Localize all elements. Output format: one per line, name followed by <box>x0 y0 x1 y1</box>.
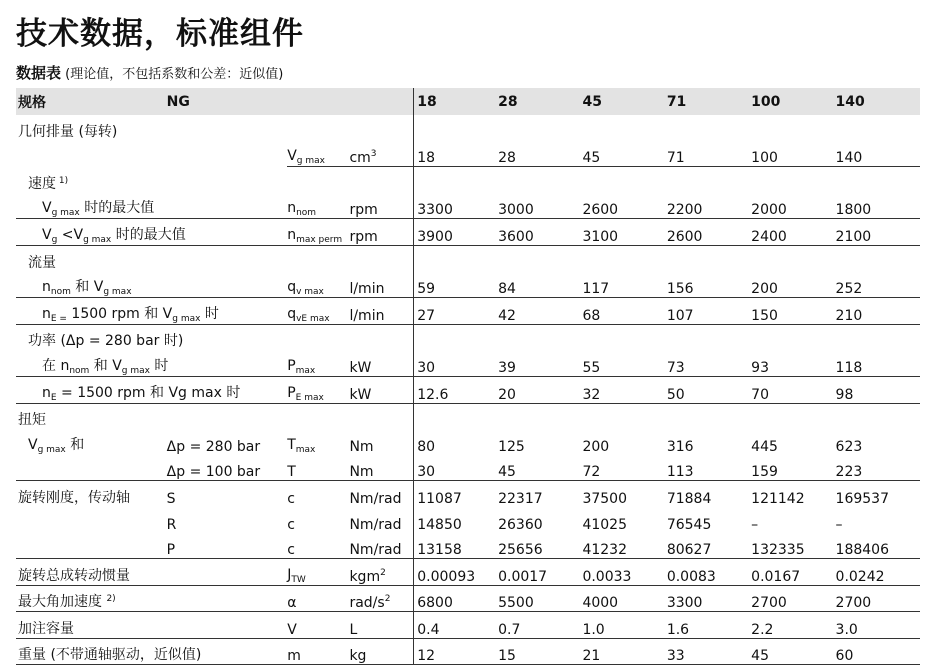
row-value: 0.0242 <box>836 559 920 586</box>
page-title: 技术数据，标准组件 <box>16 16 304 52</box>
row-value: 118 <box>836 350 920 376</box>
row-value: 223 <box>836 455 920 481</box>
row-value: 70 <box>751 376 835 403</box>
row-unit: rpm <box>349 193 413 219</box>
row-value: 200 <box>582 438 610 455</box>
row-unit: rad/$s^2$ <box>349 585 413 612</box>
row-value: 93 <box>751 350 835 376</box>
row-value: 45 <box>498 455 582 481</box>
row-value: 2000 <box>751 193 835 219</box>
row-value: 6800 <box>414 585 498 612</box>
table-row <box>16 638 920 665</box>
row-value: 188406 <box>836 533 920 559</box>
row-value: 121142 <box>751 490 805 507</box>
row-variant: S <box>166 490 176 507</box>
row-value: 2400 <box>751 219 835 246</box>
row-value: 252 <box>836 272 920 298</box>
row-unit: l/min <box>349 298 413 325</box>
row-value: 39 <box>498 350 582 376</box>
footnote-mark: 1) <box>56 175 69 186</box>
row-value: 169537 <box>835 490 889 507</box>
table-row <box>16 193 920 219</box>
row-variant: P <box>167 533 288 559</box>
row-value: 14850 <box>414 507 498 533</box>
row-value: 13158 <box>414 533 498 559</box>
row-label: $n_{nom}$ 和 $V_{g max}$ <box>16 272 287 298</box>
row-symbol: $n_{max perm}$ <box>287 219 349 246</box>
row-symbol: $n_{nom}$ <box>287 193 349 219</box>
header-size: 140 <box>836 88 920 115</box>
caption-rest: (理论值，不包括系数和公差：近似值) <box>61 67 284 82</box>
row-value: 2600 <box>667 219 751 246</box>
row-value: 73 <box>667 350 751 376</box>
header-row <box>16 88 920 115</box>
table-row <box>16 612 920 639</box>
row-value: 32 <box>582 376 666 403</box>
row-value: 72 <box>582 455 666 481</box>
row-symbol: $T_{max}$ <box>287 436 316 455</box>
row-value: 2700 <box>836 585 920 612</box>
group-spacer <box>414 403 920 429</box>
row-value: 316 <box>666 438 694 455</box>
row-value: 55 <box>582 350 666 376</box>
row-value: 71884 <box>666 490 712 507</box>
row-value: 0.0033 <box>582 559 666 586</box>
header-size: 71 <box>667 88 751 115</box>
row-unit: Nm/rad <box>349 516 402 533</box>
row-unit: kW <box>349 350 413 376</box>
row-value: 98 <box>836 376 920 403</box>
row-value: 33 <box>667 638 751 665</box>
row-symbol: V <box>287 612 349 639</box>
header-size: 18 <box>414 88 498 115</box>
table-row <box>16 533 920 559</box>
row-value: 445 <box>751 438 778 455</box>
group-row <box>16 403 920 429</box>
row-label: $n_{E =}$ 1500 rpm 和 $V_{g max}$ 时 <box>16 298 287 325</box>
row-value: 3300 <box>414 193 498 219</box>
header-ng: NG <box>167 88 414 115</box>
row-unit: Nm/rad <box>349 490 402 507</box>
row-value: 3.0 <box>836 612 920 639</box>
row-value: 3100 <box>582 219 666 246</box>
row-value: 50 <box>667 376 751 403</box>
row-value: 59 <box>414 272 498 298</box>
group-spacer <box>414 245 920 271</box>
row-value: 0.7 <box>498 612 582 639</box>
row-value: 2.2 <box>751 612 835 639</box>
row-value: 18 <box>414 141 498 167</box>
row-label: 旋转总成转动惯量 <box>16 559 287 586</box>
row-symbol: $V_{g max}$ <box>287 141 349 167</box>
row-symbol: c <box>287 516 295 533</box>
row-unit: kW <box>349 376 413 403</box>
row-label <box>16 533 167 559</box>
row-value: 28 <box>498 141 582 167</box>
group-label: 流量 <box>28 254 56 271</box>
row-value: 0.0017 <box>498 559 582 586</box>
spec-table <box>16 88 920 665</box>
group-label: 扭矩 <box>18 412 46 429</box>
row-value: 210 <box>836 298 920 325</box>
row-label <box>16 507 167 533</box>
row-unit: rpm <box>349 219 413 246</box>
row-symbol: α <box>287 585 349 612</box>
row-value: 0.0167 <box>751 559 835 586</box>
row-symbol: $q_{v max}$ <box>287 272 349 298</box>
group-row <box>16 245 920 271</box>
row-variant: R <box>166 516 177 533</box>
group-row <box>16 115 920 141</box>
row-symbol: $q_{vE max}$ <box>287 298 349 325</box>
row-value: 200 <box>751 272 835 298</box>
row-label: 最大角加速度 $^{2)}$ <box>16 585 287 612</box>
row-label <box>16 141 287 167</box>
row-value: 100 <box>751 141 835 167</box>
row-value: 2200 <box>667 193 751 219</box>
table-row <box>16 455 920 481</box>
table-row <box>16 272 920 298</box>
table-row <box>16 585 920 612</box>
group-label: 速度 $^{1)}$ <box>28 175 69 192</box>
row-unit: Nm <box>349 438 374 455</box>
row-value: 150 <box>751 298 835 325</box>
group-spacer <box>414 167 920 193</box>
table-row <box>16 429 920 455</box>
row-symbol: $J_{TW}$ <box>287 559 349 586</box>
row-value: 159 <box>751 455 835 481</box>
row-symbol: c <box>287 533 349 559</box>
row-value: 156 <box>667 272 751 298</box>
row-value: 3900 <box>414 219 498 246</box>
row-value: 117 <box>582 272 666 298</box>
row-value: 42 <box>498 298 582 325</box>
row-value: 0.4 <box>414 612 498 639</box>
row-value: 12.6 <box>414 376 498 403</box>
table-row <box>16 376 920 403</box>
row-unit: $cm^3$ <box>349 141 413 167</box>
row-value: 30 <box>414 350 498 376</box>
row-value: 41232 <box>582 533 666 559</box>
row-value: – <box>751 516 759 533</box>
row-label: 加注容量 <box>16 612 287 639</box>
row-value: 22317 <box>498 490 543 507</box>
row-value: 45 <box>751 638 835 665</box>
row-value: 0.0083 <box>667 559 751 586</box>
row-value: 107 <box>667 298 751 325</box>
row-value: 3600 <box>498 219 582 246</box>
row-value: 26360 <box>498 516 543 533</box>
row-value: 132335 <box>751 533 835 559</box>
table-row <box>16 298 920 325</box>
row-value: 113 <box>667 455 751 481</box>
table-caption <box>16 62 283 83</box>
row-unit: L <box>349 612 413 639</box>
row-value: 68 <box>582 298 666 325</box>
row-value: 80627 <box>667 533 751 559</box>
row-value: 1800 <box>836 193 920 219</box>
row-condition: Δp = 280 bar <box>166 438 261 455</box>
row-value: 125 <box>498 438 525 455</box>
row-value: 27 <box>414 298 498 325</box>
table-row <box>16 350 920 376</box>
row-value: 2600 <box>582 193 666 219</box>
row-value: 1.0 <box>582 612 666 639</box>
row-value: 84 <box>498 272 582 298</box>
header-label: 规格 <box>16 88 167 115</box>
row-symbol: T <box>287 455 349 481</box>
row-value: 3000 <box>498 193 582 219</box>
row-symbol: $P_{max}$ <box>287 350 349 376</box>
row-value: 25656 <box>498 533 582 559</box>
row-value: 2700 <box>751 585 835 612</box>
table-row <box>16 219 920 246</box>
row-unit: kgm$^2$ <box>349 559 413 586</box>
row-label: $V_g <V_{g max}$ 时的最大值 <box>16 219 287 246</box>
header-size: 28 <box>498 88 582 115</box>
table-row <box>16 559 920 586</box>
row-value: 0.00093 <box>414 559 498 586</box>
row-label: 在 $n_{nom}$ 和 $V_{g max}$ 时 <box>16 350 287 376</box>
row-symbol: $P_{E max}$ <box>287 376 349 403</box>
row-value: 140 <box>836 141 920 167</box>
row-value: 71 <box>667 141 751 167</box>
row-value: 76545 <box>666 516 712 533</box>
row-label: $V_{g max}$ 时的最大值 <box>16 193 287 219</box>
header-size: 45 <box>582 88 666 115</box>
table-row <box>16 141 920 167</box>
group-label: 功率 (Δp = 280 bar 时) <box>28 333 184 350</box>
row-label <box>16 455 167 481</box>
row-label: 重量 (不带通轴驱动，近似值) <box>16 638 287 665</box>
row-unit: Nm <box>349 455 413 481</box>
row-unit: kg <box>349 638 413 665</box>
row-condition: Δp = 100 bar <box>167 455 288 481</box>
row-label: 旋转刚度，传动轴 <box>18 489 130 506</box>
row-value: 20 <box>498 376 582 403</box>
row-value: 2100 <box>836 219 920 246</box>
row-symbol: c <box>287 490 295 507</box>
row-value: 623 <box>835 438 863 455</box>
row-value: 11087 <box>414 481 498 507</box>
row-value: 45 <box>582 141 666 167</box>
group-row <box>16 324 920 350</box>
row-value: 30 <box>414 455 498 481</box>
row-value: 5500 <box>498 585 582 612</box>
row-value: 3300 <box>667 585 751 612</box>
row-value: 12 <box>414 638 498 665</box>
row-value: 41025 <box>582 516 627 533</box>
row-value: 1.6 <box>667 612 751 639</box>
row-value: – <box>835 516 843 533</box>
row-symbol: m <box>287 638 349 665</box>
row-value: 4000 <box>582 585 666 612</box>
group-spacer <box>414 115 920 141</box>
group-label: 几何排量 (每转) <box>18 123 118 140</box>
group-spacer <box>414 324 920 350</box>
table-row <box>16 507 920 533</box>
caption-bold: 数据表 <box>16 64 62 82</box>
row-value: 37500 <box>582 490 627 507</box>
row-unit: l/min <box>349 272 413 298</box>
row-unit: Nm/rad <box>349 533 413 559</box>
group-row <box>16 167 920 193</box>
header-size: 100 <box>751 88 835 115</box>
row-value: 21 <box>582 638 666 665</box>
row-label: $V_{g max}$ 和 <box>28 436 85 455</box>
row-label: $n_E = 1500$ rpm 和 Vg max 时 <box>16 376 287 403</box>
row-value: 60 <box>836 638 920 665</box>
row-value: 15 <box>498 638 582 665</box>
table-row <box>16 481 920 507</box>
row-value: 80 <box>414 429 498 455</box>
